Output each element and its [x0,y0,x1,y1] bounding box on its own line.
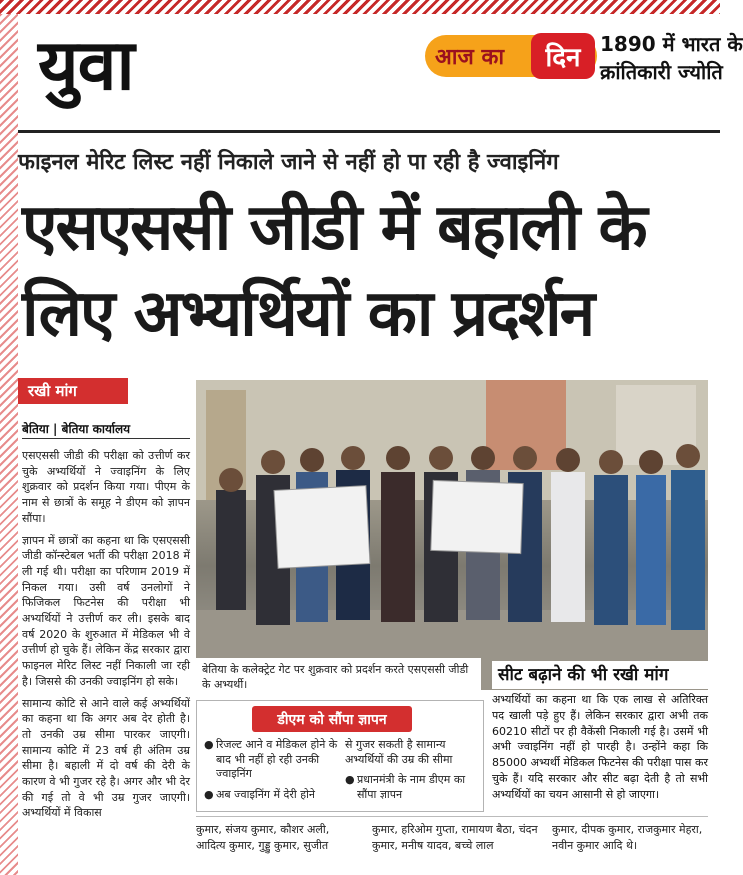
section-tag: रखी मांग [18,378,128,404]
body-paragraph: सामान्य कोटि से आने वाले कई अभ्यर्थियों का कहना था कि अगर अब देर होती है। तो उनकी उम्र सीमा पारकर जाएगी। सामान्य कोटि में 23 वर्ष ही अंतिम उम्र सीमा है। बहाली में दो वर्ष की देरी के कारण वे भी गुजर रहे है। अगर और भी देर की गई तो वे भी उम्र गुजर जाएगी। अभ्यर्थियों में विकास [22,696,190,820]
bullet-icon: ● [204,738,214,751]
memo-bullet-text: अब ज्वाइनिंग में देरी होने [216,787,316,801]
byline: बेतिया | बेतिया कार्यालय [22,422,131,436]
memo-bullets-column-1 [204,738,339,806]
aaj-ka-label: आज का [435,45,505,70]
seat-demand-text: अभ्यर्थियों का कहना था कि एक लाख से अतिरिक्त पद खाली पड़े हुए हैं। लेकिन सरकार द्वारा अभी तक 60210 सीटों पर ही वैकेंसी निकाली गई है। उसमें भी अभी ज्वाइनिंग नहीं हो पारही है। उन्होंने कहा कि 85000 अभ्यर्थी मेडिकल फिटनेस की परीक्षा पास कर चुके हैं। यदि सरकार और सीट बढ़ा देती है तो सभी अभ्यर्थियों का चयन आसानी से हो जाएगा। [492,693,708,801]
memo-box-heading: डीएम को सौंपा ज्ञापन [252,706,412,732]
body-paragraph: ज्ञापन में छात्रों का कहना था कि एसएससी जीडी कॉन्स्टेबल भर्ती की परीक्षा 2018 में ली गई थी। परीक्षा का परिणाम 2019 में निकल गया। उसी वर्ष उनलोगों ने फिजिकल फिटनेस की परीक्षा भी अभ्यर्थियों ने उत्तीर्ण कर ली। इसके बाद वर्ष 2020 के शुरुआत में मेडिकल भी वे उत्तीर्ण हो चुके हैं। लेकिन केंद्र सरकार द्वारा फाइनल मेरिट लिस्ट नहीं निकाली जा रही है। जिससे की उनकी ज्वाइनिंग हो सके। [22,533,190,688]
ticker-line-1: 1890 में भारत के [600,32,743,56]
left-stripe-border [0,14,18,875]
article-body-column [22,448,190,821]
memo-bullet-text: प्रधानमंत्री के नाम डीएम का सौंपा ज्ञापन [357,773,466,801]
aaj-ka-din-badge [425,35,597,77]
masthead-rule [18,130,720,133]
memo-bullet [204,738,339,782]
names-column-1: कुमार, संजय कुमार, कौशर अली, आदित्य कुमार, गुड्डु कुमार, सुजीत [196,823,330,852]
top-stripe-border [0,0,720,14]
seat-demand-heading: सीट बढ़ाने की भी रखी मांग [492,661,708,689]
headline-line-2: लिए अभ्यर्थियों का प्रदर्शन [22,277,594,351]
protest-photo [196,380,708,690]
names-column-3: कुमार, दीपक कुमार, राजकुमार मेहरा, नवीन कुमार आदि थे। [552,823,703,852]
bullet-icon: ● [204,787,214,801]
article-kicker: फाइनल मेरिट लिस्ट नहीं निकाले जाने से नहीं हो पा रही है ज्वाइनिंग [18,150,559,175]
names-rule [196,816,708,817]
memo-bullets-column-2 [345,738,480,806]
memo-continuation-text: से गुजर सकती है सामान्य अभ्यर्थियों की उम्र की सीमा [345,738,453,766]
din-label: दिन [531,33,595,79]
memo-bullet [204,788,339,803]
ticker-line-2: क्रांतिकारी ज्योति [600,60,723,84]
byline-rule [22,438,190,439]
memo-bullet-text: रिजल्ट आने व मेडिकल होने के बाद भी नहीं हो रही उनकी ज्वाइनिंग [216,738,338,781]
headline-line-1: एसएससी जीडी में बहाली के [22,191,646,265]
body-paragraph: एसएससी जीडी की परीक्षा को उत्तीर्ण कर चुके अभ्यर्थियों ने ज्वाइनिंग के लिए शुक्रवार को प्रदर्शन किया गया। पीएम के नाम से छात्रों के समूह ने डीएम को ज्ञापन सौंपा। [22,449,190,525]
protest-photo-illustration [196,380,708,690]
bullet-icon: ● [345,773,355,787]
names-column-2: कुमार, हरिओम गुप्ता, रामायण बैठा, चंदन कुमार, मनीष यादव, बच्चे लाल [372,823,538,852]
memo-bullet [345,773,480,802]
photo-caption: बेतिया के कलेक्ट्रेट गेट पर शुक्रवार को प्रदर्शन करते एसएससी जीडी के अभ्यर्थी। [196,658,481,702]
section-title: युवा [38,24,134,106]
